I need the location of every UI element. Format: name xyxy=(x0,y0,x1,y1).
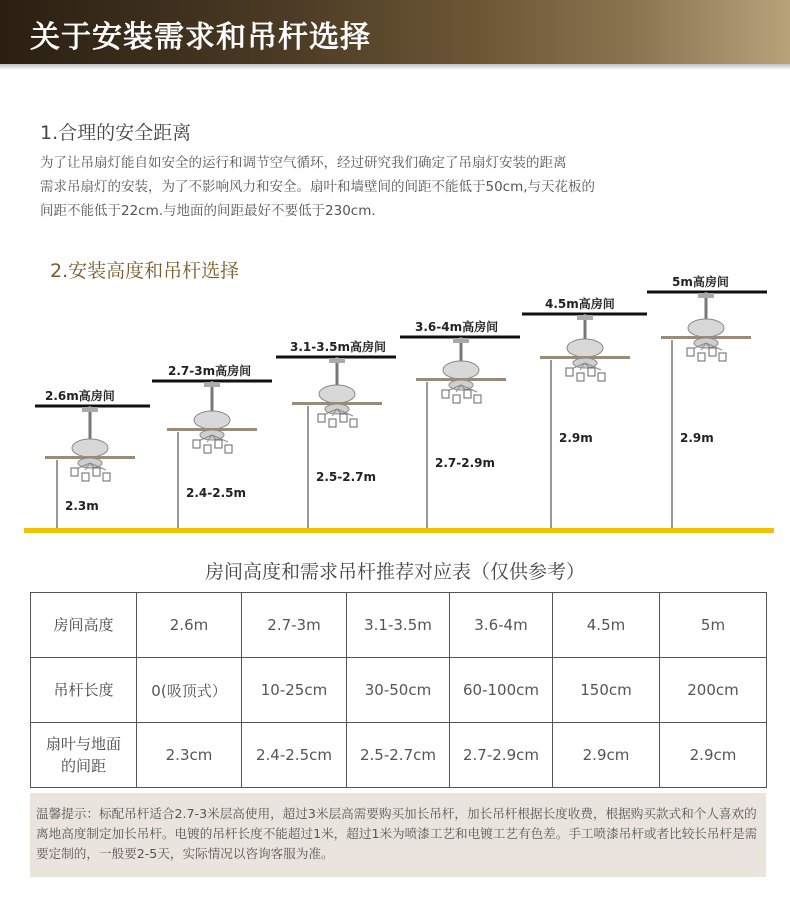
table-cell: 2.7-2.9cm xyxy=(450,723,553,788)
tip-note: 温馨提示：标配吊杆适合2.7-3米层高使用，超过3米层高需要购买加长吊杆，加长吊杆根据长度收费，根据购买款式和个人喜欢的离地高度制定加长吊杆。电镀的吊杆长度不能超过1米，超过1米为喷漆工艺和电镀工艺有色差。手工喷漆吊杆或者比较长吊杆是需要定制的，一般要2-5天，实际情况以咨询客服为准。 xyxy=(30,793,766,877)
banner-shadow xyxy=(0,64,790,70)
room-height-label: 4.5m高房间 xyxy=(545,297,615,311)
light-shade xyxy=(103,473,110,481)
table-cell: 2.9cm xyxy=(553,723,660,788)
row-header-blade-distance xyxy=(31,723,137,788)
light-shade xyxy=(687,348,694,356)
fan-to-floor-label: 2.3m xyxy=(65,499,99,513)
table-cell: 30-50cm xyxy=(347,658,450,723)
section1-line-1: 为了让吊扇灯能自如安全的运行和调节空气循环，经过研究我们确定了吊扇灯安装的距离 xyxy=(40,155,567,171)
fan-motor xyxy=(443,361,479,379)
light-shade xyxy=(474,395,481,403)
table-row-room-height xyxy=(31,593,767,658)
room-height-label: 2.6m高房间 xyxy=(45,389,115,403)
section1-title: 1.合理的安全距离 xyxy=(40,122,192,144)
room-height-label: 2.7-3m高房间 xyxy=(168,364,252,378)
light-shade xyxy=(204,445,211,453)
light-shade xyxy=(215,440,222,448)
table-title: 房间高度和需求吊杆推荐对应表（仅供参考） xyxy=(204,561,585,583)
light-shade xyxy=(698,353,705,361)
page-title: 关于安装需求和吊杆选择 xyxy=(30,20,371,55)
fan-motor xyxy=(194,411,230,429)
table-cell: 5m xyxy=(660,593,767,658)
installation-height-diagram xyxy=(0,270,790,540)
light-shade xyxy=(588,368,595,376)
canopy xyxy=(698,293,714,298)
row-header-rod-length: 吊杆长度 xyxy=(31,658,137,723)
light-shade xyxy=(340,414,347,422)
table-cell: 2.6m xyxy=(137,593,242,658)
fan-motor xyxy=(319,385,355,403)
light-shade xyxy=(442,390,449,398)
fan-to-floor-label: 2.5-2.7m xyxy=(316,470,376,484)
table-cell: 60-100cm xyxy=(450,658,553,723)
table-cell: 2.4-2.5cm xyxy=(242,723,347,788)
light-shade xyxy=(598,373,605,381)
table-row-blade-distance xyxy=(31,723,767,788)
fan-to-floor-label: 2.9m xyxy=(559,431,593,445)
canopy xyxy=(329,358,345,363)
room-height-label: 3.6-4m高房间 xyxy=(415,320,499,334)
fan-to-floor-label: 2.7-2.9m xyxy=(435,456,495,470)
table-cell: 200cm xyxy=(660,658,767,723)
section1-line-2: 需求吊扇灯的安装，为了不影响风力和安全。扇叶和墙壁间的间距不能低于50cm,与天花板的 xyxy=(40,179,596,195)
fan-to-floor-label: 2.9m xyxy=(680,431,714,445)
light-shade xyxy=(709,348,716,356)
light-shade xyxy=(464,390,471,398)
fan-motor xyxy=(72,439,108,457)
table-cell: 3.1-3.5m xyxy=(347,593,450,658)
canopy xyxy=(82,407,98,412)
light-shade xyxy=(719,353,726,361)
table-cell: 10-25cm xyxy=(242,658,347,723)
row-header-room-height: 房间高度 xyxy=(31,593,137,658)
table-cell: 3.6-4m xyxy=(450,593,553,658)
table-cell: 150cm xyxy=(553,658,660,723)
light-shade xyxy=(318,414,325,422)
fan-motor xyxy=(688,319,724,337)
canopy xyxy=(204,382,220,387)
light-shade xyxy=(71,468,78,476)
light-shade xyxy=(577,373,584,381)
section1-line-3: 间距不能低于22cm.与地面的间距最好不要低于230cm. xyxy=(40,203,376,219)
light-shade xyxy=(566,368,573,376)
table-row-rod-length xyxy=(31,658,767,723)
fan-motor xyxy=(567,339,603,357)
light-shade xyxy=(82,473,89,481)
floor-line xyxy=(24,528,774,533)
recommendation-table xyxy=(30,592,767,788)
fan-to-floor-label: 2.4-2.5m xyxy=(186,486,246,500)
room-height-label: 3.1-3.5m高房间 xyxy=(290,340,387,354)
table-cell: 4.5m xyxy=(553,593,660,658)
table-cell: 2.3cm xyxy=(137,723,242,788)
row-header-line-1: 扇叶与地面 xyxy=(45,735,121,753)
light-shade xyxy=(225,445,232,453)
section2-title: 2.安装高度和吊杆选择 xyxy=(50,260,240,282)
canopy xyxy=(453,338,469,343)
table-cell: 2.9cm xyxy=(660,723,767,788)
light-shade xyxy=(350,419,357,427)
canopy xyxy=(577,315,593,320)
table-cell: 0(吸顶式） xyxy=(137,658,242,723)
light-shade xyxy=(193,440,200,448)
table-cell: 2.7-3m xyxy=(242,593,347,658)
light-shade xyxy=(93,468,100,476)
light-shade xyxy=(329,419,336,427)
room-height-label: 5m高房间 xyxy=(672,275,729,289)
table-cell: 2.5-2.7cm xyxy=(347,723,450,788)
light-shade xyxy=(453,395,460,403)
row-header-line-2: 的间距 xyxy=(60,757,106,775)
